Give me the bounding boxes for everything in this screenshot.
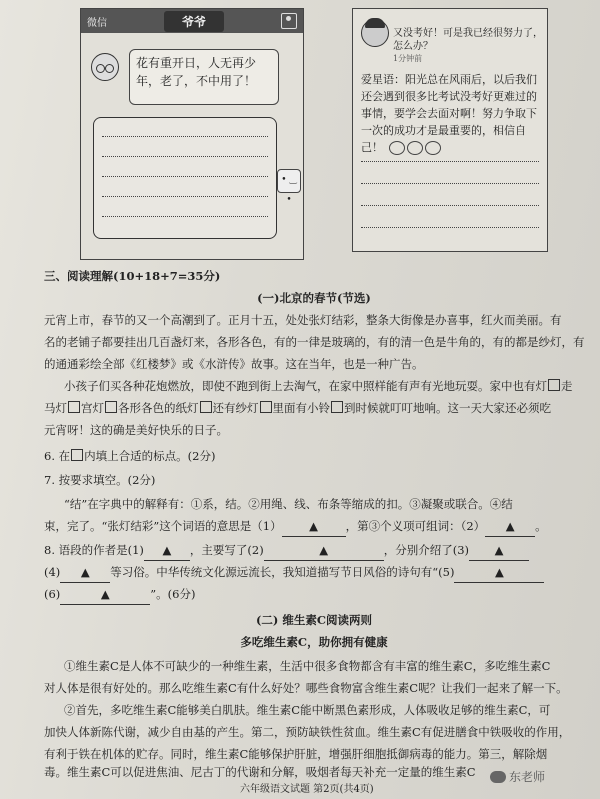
grandpa-avatar-icon <box>91 53 119 81</box>
question-text: 内填上合适的标点。(2分) <box>84 449 216 463</box>
question-text: 6. 在 <box>44 449 71 463</box>
question-text: 束，完了。“张灯结彩”这个词语的意思是（1） <box>44 519 282 533</box>
question-text: 。 <box>535 519 547 533</box>
punctuation-box[interactable] <box>105 401 117 413</box>
passage-line <box>64 376 600 396</box>
writing-line <box>102 136 268 137</box>
chat-title: 爷爷 <box>164 11 224 32</box>
phone-header <box>81 9 303 33</box>
question-text: ，主要写了(2) <box>189 543 264 557</box>
phone-app-label: 微信 <box>87 17 107 29</box>
reply-text: 爱星语：阳光总在风雨后，以后我们还会遇到很多比考试没考好更难过的事情，要学会去面对啊！努力争取下一次的成功才是最重要的，相信自己！ <box>361 73 537 154</box>
smiley-face-icon: • ‿ • <box>277 169 301 193</box>
blank-marker: ▲ <box>505 519 515 533</box>
question-6 <box>44 446 584 466</box>
blank-marker: ▲ <box>309 519 318 533</box>
comic-panel-chat <box>352 8 548 252</box>
passage-title: (一)北京的春节(节选) <box>257 291 371 305</box>
passage-text: 宫灯 <box>81 401 104 415</box>
question-8-line <box>44 584 584 605</box>
emoji-icon <box>425 141 441 155</box>
question-7-line: “结”在字典中的解释有：①系，结。②用绳、线、布条等缩成的扣。③凝聚或联合。④结 <box>64 497 513 511</box>
question-8-line <box>44 562 584 583</box>
blank-marker: ▲ <box>319 543 329 557</box>
answer-writing-box[interactable] <box>93 117 277 239</box>
passage-text: 走 <box>561 379 573 393</box>
question-text: ，分别介绍了(3) <box>383 543 470 557</box>
passage-line: 加快人体新陈代谢，减少自由基的产生。第二，预防缺铁性贫血。维生素C有促进膳食中铁吸收的作用， <box>44 725 571 739</box>
writing-line <box>102 176 268 177</box>
passage-line: 有利于铁在机体的贮存。同时，维生素C能够保护肝脏，增强肝细胞抵御病毒的能力。第三，解除烟 <box>44 747 548 761</box>
question-text: 等习俗。中华传统文化源远流长，我知道描写节日风俗的诗句有“(5) <box>110 565 455 579</box>
writing-line <box>361 161 539 162</box>
answer-blank[interactable] <box>469 540 529 561</box>
answer-blank[interactable] <box>485 516 535 537</box>
blank-marker: ▲ <box>162 543 172 557</box>
answer-blank[interactable] <box>454 562 544 583</box>
watermark-text: 东老师 <box>509 770 546 784</box>
question-text: ”。(6分) <box>150 587 196 601</box>
answer-blank[interactable] <box>144 540 190 561</box>
grandpa-speech-bubble: 花有重开日，人无再少年，老了，不中用了！ <box>129 49 279 105</box>
punctuation-box[interactable] <box>260 401 272 413</box>
user-icon <box>281 13 297 29</box>
passage-line: 的通通彩绘全部《红楼梦》或《水浒传》故事。这在当年，也是一种广告。 <box>44 357 424 371</box>
punctuation-box[interactable] <box>548 379 560 391</box>
emoji-icon <box>407 141 423 155</box>
kid-avatar-icon <box>361 19 389 47</box>
blank-marker: ▲ <box>80 565 90 579</box>
section-header: 三、阅读理解(10+18+7=35分) <box>44 269 221 283</box>
blank-marker: ▲ <box>100 587 110 601</box>
passage-line: 名的老铺子都要挂出几百盏灯来，各形各色，有的一律是玻璃的，有的清一色是牛角的，有的都是纱灯，有 <box>44 335 585 349</box>
question-text: 8. 语段的作者是(1) <box>44 543 144 557</box>
emoji-icon <box>389 141 405 155</box>
punctuation-box[interactable] <box>68 401 80 413</box>
passage-line: 元宵上市，春节的又一个高潮到了。正月十五，处处张灯结彩，整条大街像是办喜事，红火而美丽。有 <box>44 313 562 327</box>
reply-message <box>361 71 541 156</box>
writing-line <box>102 156 268 157</box>
blank-marker: ▲ <box>494 543 504 557</box>
punctuation-box[interactable] <box>200 401 212 413</box>
passage-text: 小孩子们买各种花炮燃放，即使不跑到街上去淘气，在家中照样能有声有光地玩耍。家中也有灯 <box>64 379 547 393</box>
passage-text: 还有纱灯 <box>212 401 259 415</box>
punctuation-box[interactable] <box>331 401 343 413</box>
comic-panel-grandpa <box>80 8 304 260</box>
writing-line <box>361 227 539 228</box>
passage-line <box>44 398 584 418</box>
question-text: ，第③个义项可组词：（2） <box>345 519 486 533</box>
passage-text: 各形各色的纸灯 <box>118 401 199 415</box>
passage-text: 到时候就叮叮地响。这一天大家还必须吃 <box>344 401 551 415</box>
writing-line <box>102 216 268 217</box>
passage-line: ①维生素C是人体不可缺少的一种维生素，生活中很多食物都含有丰富的维生素C，多吃维生素C <box>64 659 551 673</box>
passage-line: 元宵呀！这的确是美好快乐的日子。 <box>44 423 228 437</box>
question-text: (4) <box>44 565 61 579</box>
answer-blank[interactable] <box>60 562 110 583</box>
question-7: 7. 按要求填空。(2分) <box>44 473 156 487</box>
page-footer: 六年级语文试题 第2页(共4页) <box>240 784 374 795</box>
writing-line <box>361 205 539 206</box>
question-7-line <box>44 516 584 537</box>
passage-text: 马灯 <box>44 401 67 415</box>
message-time: 1分钟前 <box>393 54 423 63</box>
kid-message: 又没考好！可是我已经很努力了，怎么办？ <box>393 28 543 52</box>
blank-marker: ▲ <box>495 565 504 579</box>
passage-text: 里面有小铃 <box>272 401 330 415</box>
wechat-icon <box>490 771 506 783</box>
writing-line <box>361 183 539 184</box>
question-text: (6) <box>44 587 61 601</box>
answer-blank[interactable] <box>60 584 150 605</box>
passage-line: 对人体是很有好处的。那么吃维生素C有什么好处？哪些食物富含维生素C呢？让我们一起来了解一下。 <box>44 681 568 695</box>
punctuation-box-sample <box>71 449 83 461</box>
writing-line <box>102 196 268 197</box>
passage-line: ②首先，多吃维生素C能够美白肌肤。维生素C能中断黑色素形成，人体吸收足够的维生素C，可 <box>64 703 551 717</box>
answer-blank[interactable] <box>264 540 384 561</box>
passage-title: (二) 维生素C阅读两则 <box>255 613 373 627</box>
question-8-line <box>44 540 584 561</box>
answer-blank[interactable] <box>282 516 346 537</box>
watermark <box>490 768 545 785</box>
passage-subtitle: 多吃维生素C，助你拥有健康 <box>240 635 388 649</box>
passage-line: 毒。维生素C可以促进焦油、尼古丁的代谢和分解，吸烟者每天补充一定量的维生素C <box>44 765 476 779</box>
